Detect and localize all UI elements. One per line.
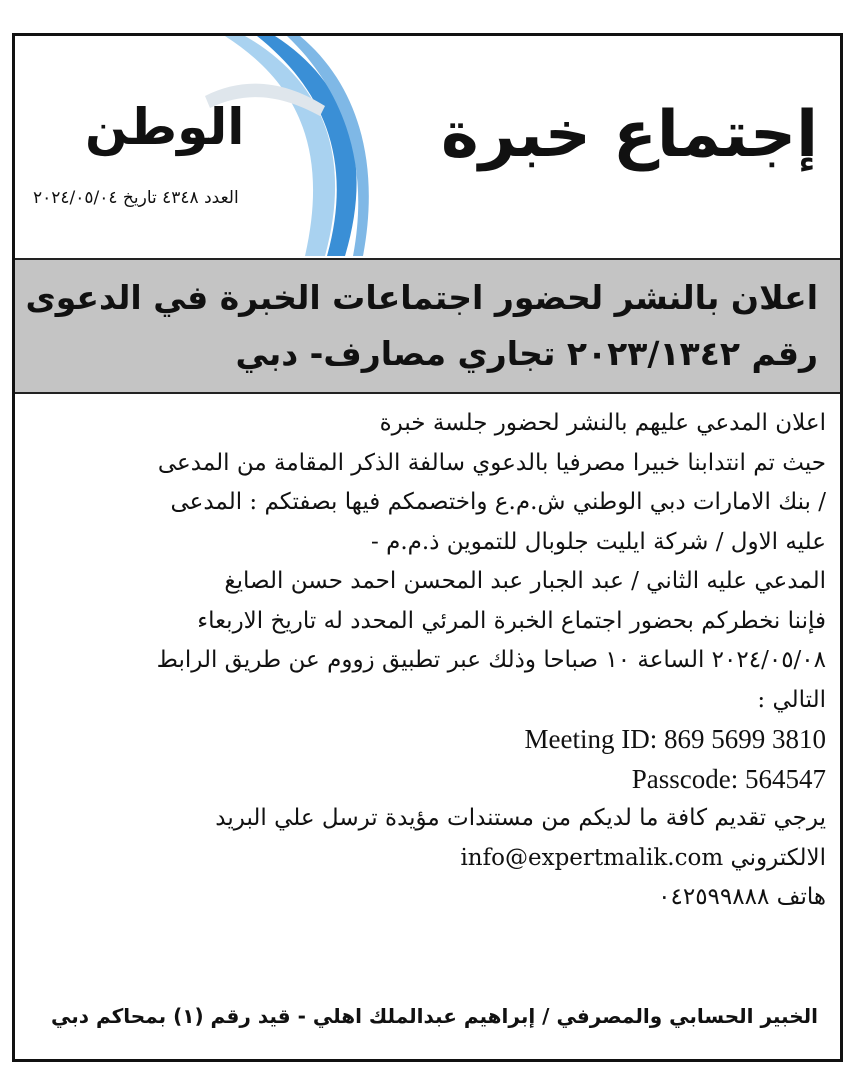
- ad-header: [15, 36, 840, 256]
- passcode: Passcode: 564547: [631, 763, 826, 794]
- banner-line-1: اعلان بالنشر لحضور اجتماعات الخبرة في الدعوى: [25, 278, 818, 317]
- body-line: ٢٠٢٤/٠٥/٠٨ الساعة ١٠ صباحا وذلك عبر تطبيق زووم عن طريق الرابط: [156, 647, 826, 673]
- body-line: المدعي عليه الثاني / عبد الجبار عبد المحسن احمد حسن الصايغ: [224, 568, 826, 594]
- body-line: التالي :: [757, 686, 826, 713]
- ad-frame: [12, 33, 843, 1062]
- body-line: اعلان المدعي عليهم بالنشر لحضور جلسة خبرة: [379, 410, 826, 436]
- newspaper-logo: الوطن: [85, 98, 245, 156]
- banner-line-2: رقم ٢٠٢٣/١٣٤٢ تجاري مصارف- دبي: [235, 334, 818, 373]
- expert-signature: الخبير الحسابي والمصرفي / إبراهيم عبدالملك اهلي - قيد رقم (١) بمحاكم دبي: [51, 1004, 818, 1028]
- ad-title: إجتماع خبرة: [441, 98, 818, 172]
- body-line: يرجي تقديم كافة ما لديكم من مستندات مؤيدة ترسل علي البريد: [215, 805, 826, 831]
- issue-info: العدد ٤٣٤٨ تاريخ ٢٠٢٤/٠٥/٠٤: [33, 188, 239, 208]
- email-line: الالكتروني info@expertmalik.com: [460, 844, 826, 871]
- notice-body: [15, 404, 840, 918]
- body-line: عليه الاول / شركة ايليت جلوبال للتموين ذ.م.م -: [371, 528, 826, 555]
- phone-line: هاتف ٠٤٢٥٩٩٨٨٨: [658, 884, 826, 910]
- body-line: حيث تم انتدابنا خبيرا مصرفيا بالدعوي سالفة الذكر المقامة من المدعى: [157, 449, 826, 476]
- body-line: فإننا نخطركم بحضور اجتماع الخبرة المرئي المحدد له تاريخ الاربعاء: [197, 607, 826, 634]
- body-line: / بنك الامارات دبي الوطني ش.م.ع واختصمكم فيها بصفتكم : المدعى: [170, 489, 826, 515]
- notice-banner: [15, 258, 840, 394]
- meeting-id: Meeting ID: 869 5699 3810: [524, 724, 826, 754]
